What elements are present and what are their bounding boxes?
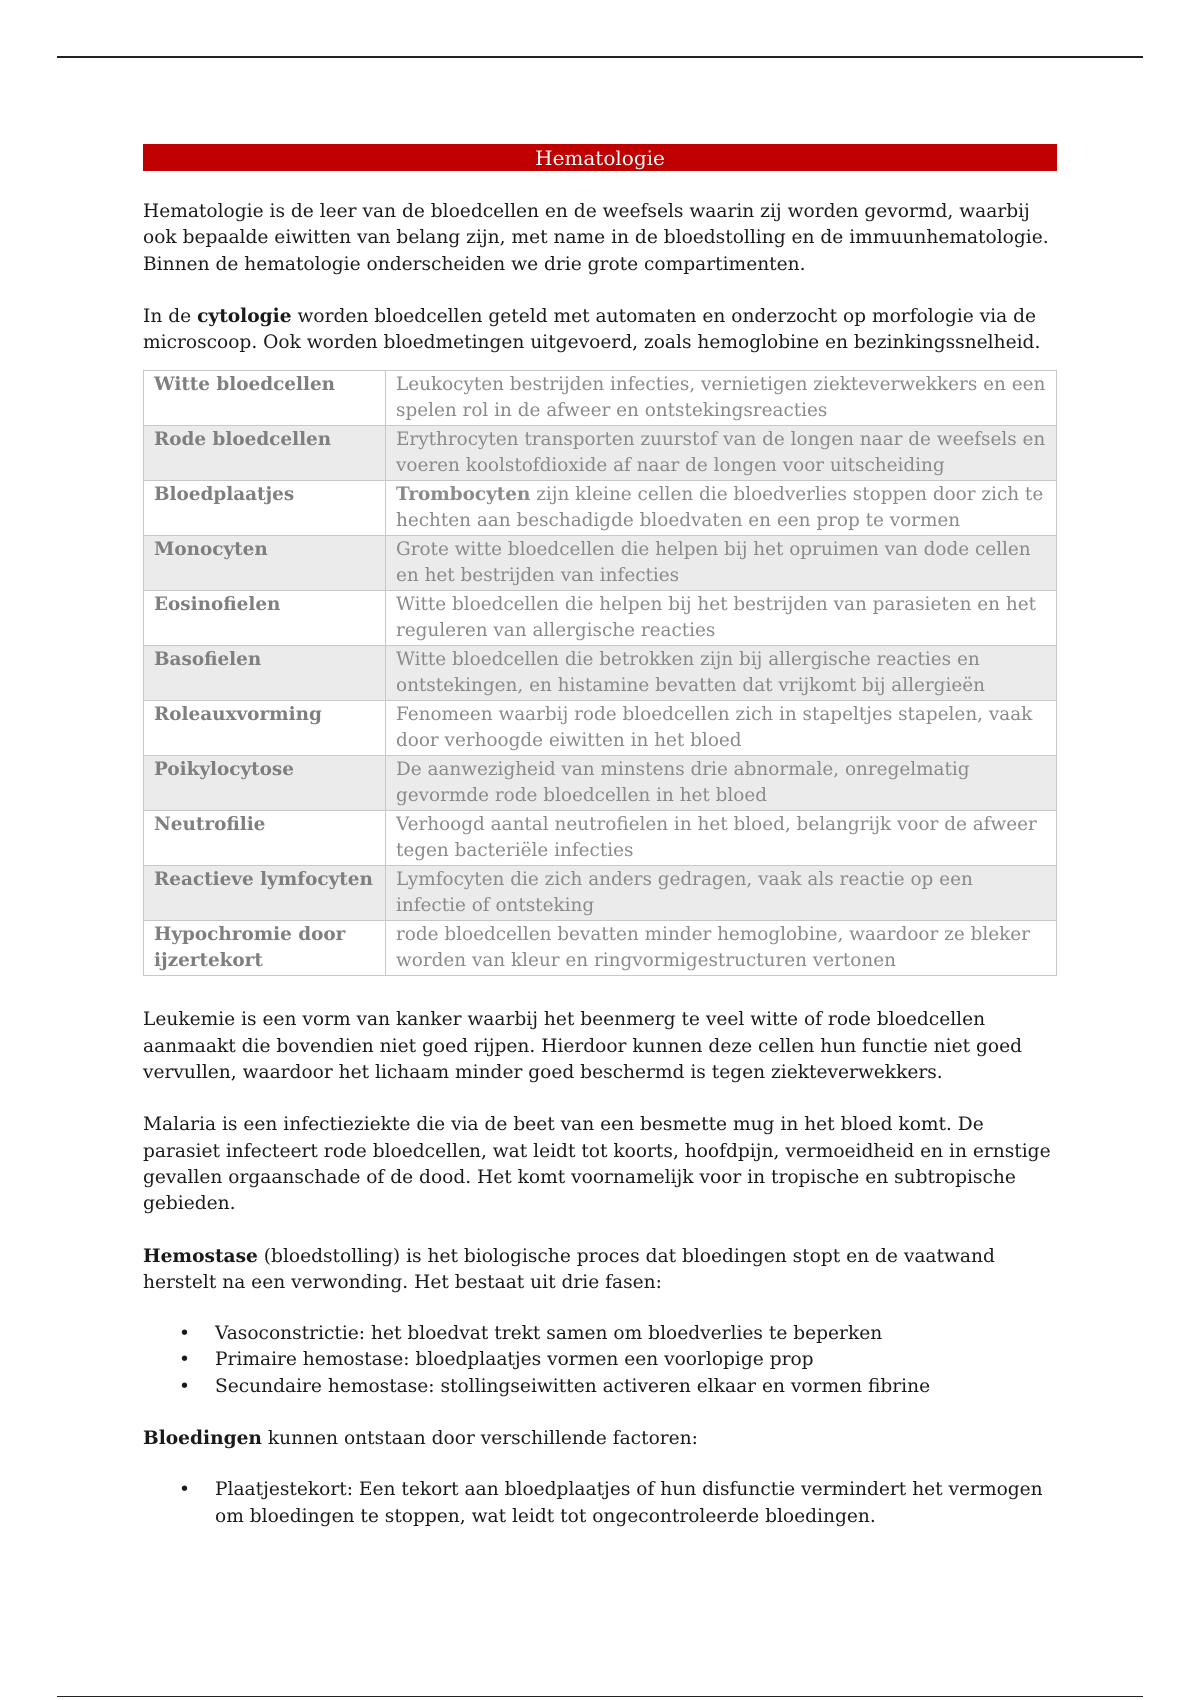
- title-banner: [143, 144, 1057, 171]
- list-item-text: Plaatjestekort: Een tekort aan bloedplaatjes of hun disfunctie vermindert het vermogen om bloedingen te stoppen, wat leidt tot ongecontroleerde bloedingen.: [215, 1479, 1043, 1527]
- table-term-cell: Bloedplaatjes: [144, 481, 386, 536]
- table-description-text: rode bloedcellen bevatten minder hemoglobine, waardoor ze bleker worden van kleur en ringvormigestructuren vertonen: [396, 924, 1030, 972]
- table-description-cell: [386, 536, 1057, 591]
- table-description-text: zijn kleine cellen die bloedverlies stoppen door zich te hechten aan beschadigde bloedvaten en een prop te vormen: [396, 484, 1044, 532]
- list-item: [143, 1374, 1057, 1400]
- table-term-cell: Basofielen: [144, 646, 386, 701]
- table-row: [144, 701, 1057, 756]
- cytologie-prefix: In de: [143, 305, 198, 327]
- table-row: [144, 756, 1057, 811]
- table-row: [144, 591, 1057, 646]
- list-item: [143, 1477, 1057, 1530]
- table-description-text: De aanwezigheid van minstens drie abnormale, onregelmatig gevormde rode bloedcellen in het bloed: [396, 759, 970, 807]
- table-description-text: Leukocyten bestrijden infecties, vernietigen ziekteverwekkers en een spelen rol in de afweer en ontstekingsreacties: [396, 374, 1046, 422]
- table-row: [144, 811, 1057, 866]
- bloedingen-list: [143, 1477, 1057, 1530]
- bloedingen-paragraph: [143, 1426, 1057, 1452]
- leukemie-paragraph: Leukemie is een vorm van kanker waarbij het beenmerg te veel witte of rode bloedcellen aanmaakt die bovendien niet goed rijpen. Hierdoor kunnen deze cellen hun functie niet goed vervullen, waardoor het lichaam minder goed beschermd is tegen ziekteverwekkers.: [143, 1009, 1022, 1084]
- table-term-cell: Neutrofilie: [144, 811, 386, 866]
- table-description-cell: [386, 371, 1057, 426]
- intro-paragraph: Hematologie is de leer van de bloedcellen en de weefsels waarin zij worden gevormd, waarbij ook bepaalde eiwitten van belang zijn, met name in de bloedstolling en de immuunhematologie. Binnen de hematologie onderscheiden we drie grote compartimenten.: [143, 201, 1049, 275]
- bloedingen-text: kunnen ontstaan door verschillende factoren:: [261, 1428, 698, 1450]
- table-description-cell: [386, 756, 1057, 811]
- bullet-icon: •: [179, 1375, 190, 1397]
- table-description-cell: [386, 921, 1057, 976]
- hemostase-paragraph: [143, 1244, 1057, 1297]
- hemostase-list: [143, 1321, 1057, 1400]
- table-description-cell: [386, 701, 1057, 756]
- table-term-cell: Witte bloedcellen: [144, 371, 386, 426]
- table-row: [144, 426, 1057, 481]
- table-description-text: Fenomeen waarbij rode bloedcellen zich in stapeltjes stapelen, vaak door verhoogde eiwitten in het bloed: [396, 704, 1033, 752]
- list-item-text: Vasoconstrictie: het bloedvat trekt samen om bloedverlies te beperken: [215, 1323, 883, 1345]
- footer-rule: [57, 1696, 1143, 1697]
- table-row: [144, 536, 1057, 591]
- table-term-cell: Eosinofielen: [144, 591, 386, 646]
- bloedingen-term: Bloedingen: [143, 1428, 262, 1450]
- hemostase-text: (bloedstolling) is het biologische proces dat bloedingen stopt en de vaatwand herstelt na een verwonding. Het bestaat uit drie fasen:: [143, 1245, 995, 1293]
- list-item: [143, 1347, 1057, 1373]
- table-term-cell: Monocyten: [144, 536, 386, 591]
- list-item-text: Secundaire hemostase: stollingseiwitten activeren elkaar en vormen fibrine: [215, 1375, 931, 1397]
- table-row: [144, 646, 1057, 701]
- table-description-text: Erythrocyten transporten zuurstof van de longen naar de weefsels en voeren koolstofdioxide af naar de longen voor uitscheiding: [396, 429, 1046, 477]
- table-description-cell: [386, 426, 1057, 481]
- table-description-bold: Trombocyten: [396, 484, 531, 506]
- cytologie-paragraph: [143, 304, 1057, 357]
- table-row: [144, 921, 1057, 976]
- table-description-text: Verhoogd aantal neutrofielen in het bloed, belangrijk voor de afweer tegen bacteriële infecties: [396, 814, 1037, 862]
- hemostase-term: Hemostase: [143, 1245, 258, 1267]
- table-term-cell: Rode bloedcellen: [144, 426, 386, 481]
- list-item-text: Primaire hemostase: bloedplaatjes vormen een voorlopige prop: [215, 1349, 814, 1371]
- table-description-cell: [386, 481, 1057, 536]
- table-body: [144, 371, 1057, 976]
- table-row: [144, 371, 1057, 426]
- table-term-cell: Roleauxvorming: [144, 701, 386, 756]
- table-description-cell: [386, 646, 1057, 701]
- table-description-text: Grote witte bloedcellen die helpen bij het opruimen van dode cellen en het bestrijden van infecties: [396, 539, 1031, 587]
- bullet-icon: •: [179, 1349, 190, 1371]
- bullet-icon: •: [179, 1479, 190, 1501]
- table-row: [144, 481, 1057, 536]
- table-description-cell: [386, 811, 1057, 866]
- table-description-cell: [386, 866, 1057, 921]
- table-description-cell: [386, 591, 1057, 646]
- page-title: Hematologie: [535, 145, 665, 170]
- list-item: [143, 1321, 1057, 1347]
- malaria-paragraph: Malaria is een infectieziekte die via de beet van een besmette mug in het bloed komt. De parasiet infecteert rode bloedcellen, wat leidt tot koorts, hoofdpijn, vermoeidheid en in ernstige gevallen orgaanschade of de dood. Het komt voornamelijk voor in tropische en subtropische gebieden.: [143, 1114, 1051, 1215]
- table-description-text: Witte bloedcellen die helpen bij het bestrijden van parasieten en het reguleren van allergische reacties: [396, 594, 1036, 642]
- table-description-text: Lymfocyten die zich anders gedragen, vaak als reactie op een infectie of ontsteking: [396, 869, 973, 917]
- table-term-cell: Reactieve lymfocyten: [144, 866, 386, 921]
- table-term-cell: Hypochromie door ijzertekort: [144, 921, 386, 976]
- header-rule: [57, 56, 1143, 58]
- cytologie-text: worden bloedcellen geteld met automaten en onderzocht op morfologie via de microscoop. Ook worden bloedmetingen uitgevoerd, zoals hemoglobine en bezinkingssnelheid.: [143, 305, 1041, 354]
- blood-cell-table: [143, 370, 1057, 976]
- page-content: [143, 144, 1057, 1530]
- cytologie-term: cytologie: [197, 305, 292, 327]
- table-description-text: Witte bloedcellen die betrokken zijn bij allergische reacties en ontstekingen, en histamine bevatten dat vrijkomt bij allergieën: [396, 649, 985, 697]
- table-row: [144, 866, 1057, 921]
- bullet-icon: •: [179, 1323, 190, 1345]
- table-term-cell: Poikylocytose: [144, 756, 386, 811]
